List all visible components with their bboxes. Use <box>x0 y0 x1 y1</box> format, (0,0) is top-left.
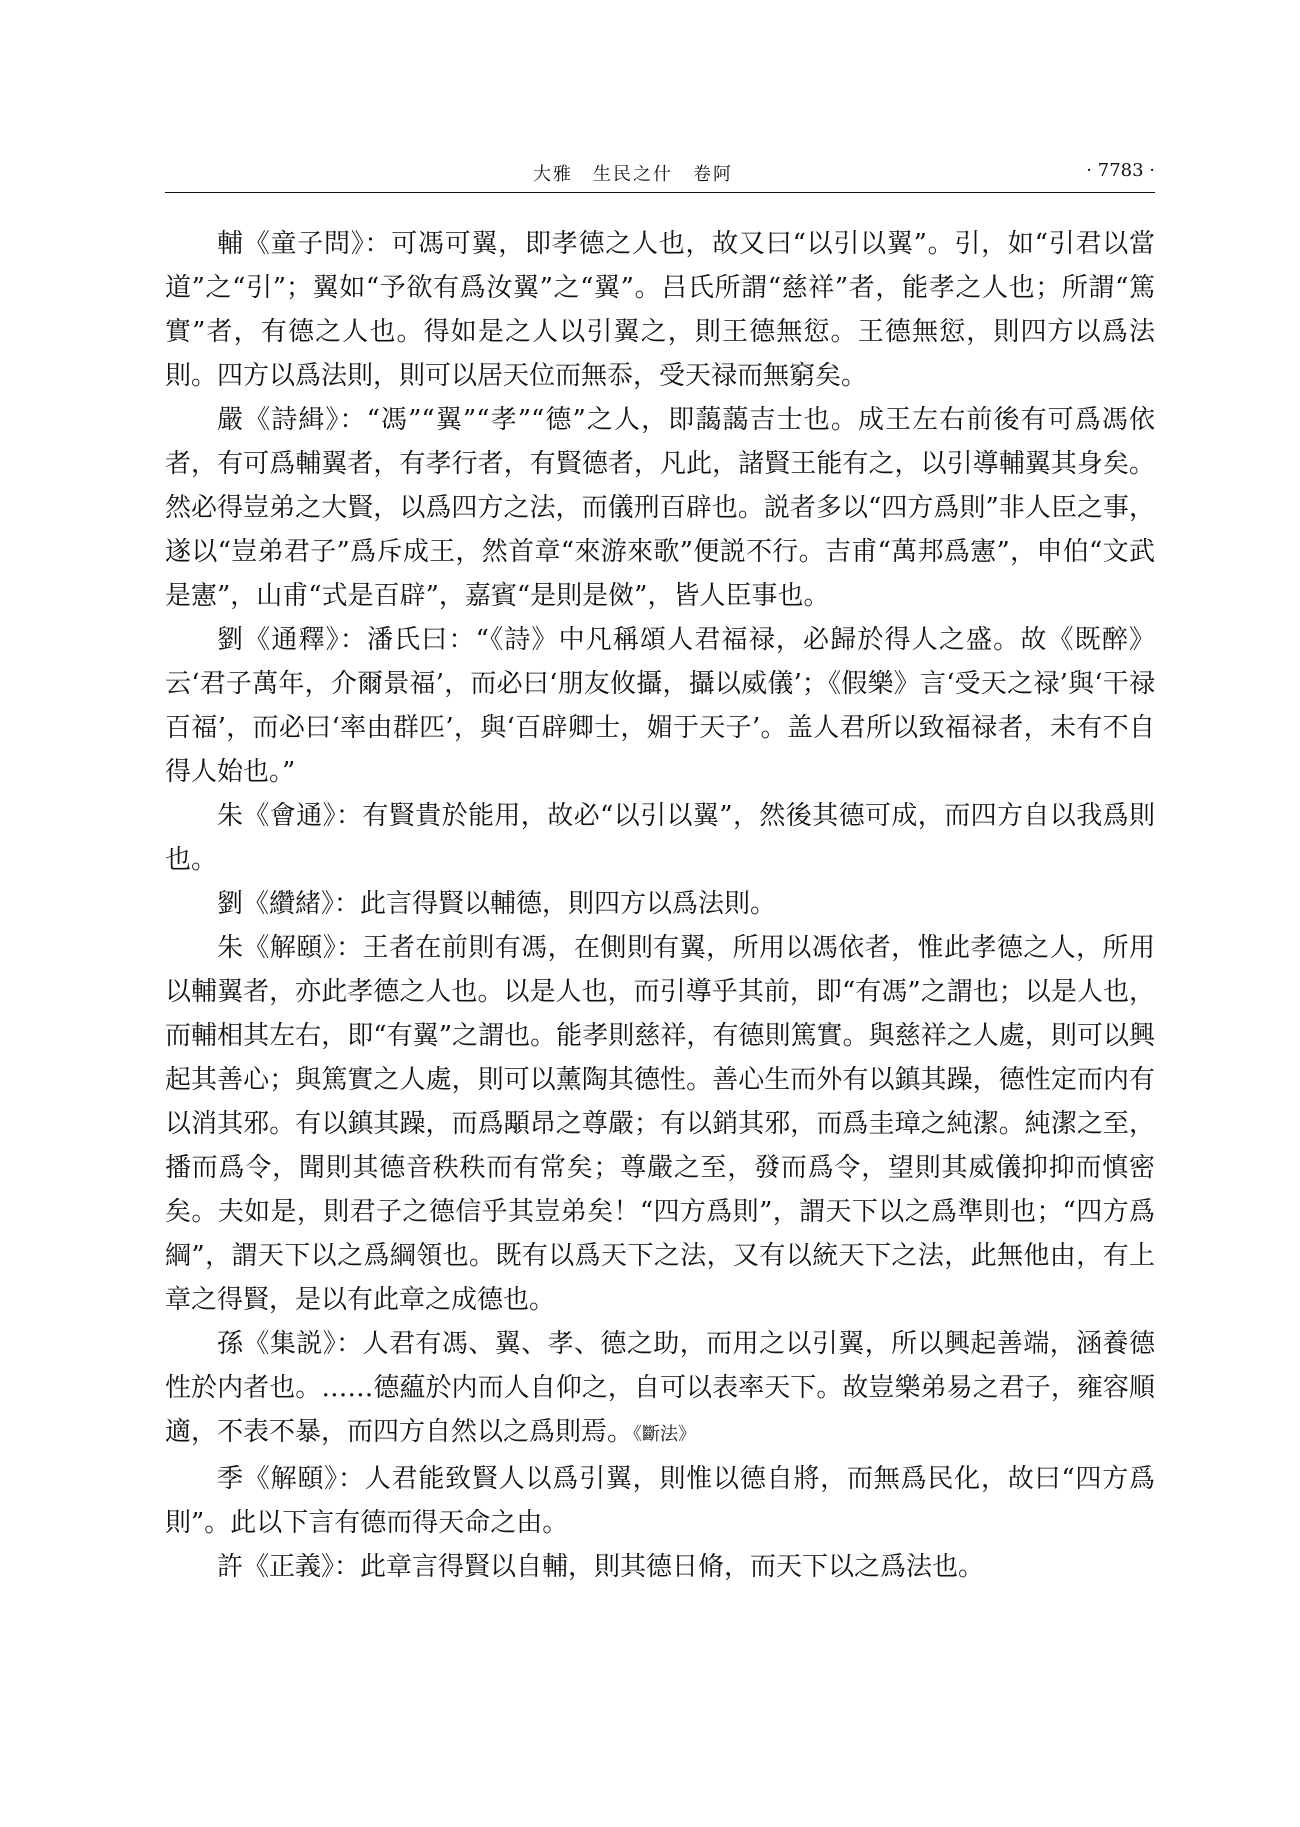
paragraph-text: 嚴《詩緝》：“馮”“翼”“孝”“德”之人，即藹藹吉士也。成王左右前後有可爲馮依者，有可爲輔翼者，有孝行者，有賢德者，凡此，諸賢王能有之，以引導輔翼其身矣。然必得豈弟之大賢，以爲四方之法，而儀刑百辟也。説者多以“四方爲則”非人臣之事，遂以“豈弟君子”爲斥成王，然首章“來游來歌”便説不行。吉甫“萬邦爲憲”，申伯“文武是憲”，山甫“式是百辟”，嘉賓“是則是傚”，皆人臣事也。 <box>165 405 1155 611</box>
running-head <box>165 160 1155 188</box>
paragraph-text: 輔《童子問》：可馮可翼，即孝德之人也，故又曰“以引以翼”。引，如“引君以當道”之“引”；翼如“予欲有爲汝翼”之“翼”。吕氏所謂“慈祥”者，能孝之人也；所謂“篤實”者，有德之人也。得如是之人以引翼之，則王德無愆。王德無愆，則四方以爲法則。四方以爲法則，則可以居天位而無忝，受天禄而無窮矣。 <box>165 229 1155 391</box>
page-number: · 7783 · <box>1086 160 1155 181</box>
commentary-paragraph-tong-shi <box>165 618 1155 794</box>
running-title: 大雅 生民之什 卷阿 <box>533 164 733 185</box>
commentary-paragraph-jie-yi-ji <box>165 1457 1155 1545</box>
paragraph-text: 劉《纘緒》：此言得賢以輔德，則四方以爲法則。 <box>217 889 777 919</box>
commentary-paragraph-shi-ji <box>165 398 1155 618</box>
header-rule <box>165 192 1155 193</box>
commentary-paragraph-jie-yi-zhu <box>165 926 1155 1322</box>
paragraph-text: 朱《會通》：有賢貴於能用，故必“以引以翼”，然後其德可成，而四方自以我爲則也。 <box>165 801 1155 875</box>
paragraph-text: 季《解頤》：人君能致賢人以爲引翼，則惟以德自將，而無爲民化，故曰“四方爲則”。此以下言有德而得天命之由。 <box>165 1464 1155 1538</box>
body-text <box>165 222 1155 1589</box>
paragraph-text: 朱《解頤》：王者在前則有馮，在側則有翼，所用以馮依者，惟此孝德之人，所用以輔翼者，亦此孝德之人也。以是人也，而引導乎其前，即“有馮”之謂也；以是人也，而輔相其左右，即“有翼”之謂也。能孝則慈祥，有德則篤實。與慈祥之人處，則可以興起其善心；與篤實之人處，則可以薰陶其德性。善心生而外有以鎮其躁，德性定而内有以消其邪。有以鎮其躁，而爲顒昂之尊嚴；有以銷其邪，而爲圭璋之純潔。純潔之至，播而爲令，聞則其德音秩秩而有常矣；尊嚴之至，發而爲令，望則其威儀抑抑而慎密矣。夫如是，則君子之德信乎其豈弟矣！“四方爲則”，謂天下以之爲準則也；“四方爲綱”，謂天下以之爲綱領也。既有以爲天下之法，又有以統天下之法，此無他由，有上章之得賢，是以有此章之成德也。 <box>165 933 1155 1315</box>
commentary-paragraph-hui-tong <box>165 794 1155 882</box>
commentary-paragraph-zheng-yi <box>165 1545 1155 1589</box>
source-citation: 《斷法》 <box>633 1424 697 1445</box>
commentary-paragraph-ji-shuo <box>165 1322 1155 1457</box>
paragraph-text: 孫《集説》：人君有馮、翼、孝、德之助，而用之以引翼，所以興起善端，涵養德性於内者也。……德藴於内而人自仰之，自可以表率天下。故豈樂弟易之君子，雍容順適，不表不暴，而四方自然以之爲則焉。 <box>165 1329 1155 1447</box>
commentary-paragraph-tong-zi-wen <box>165 222 1155 398</box>
commentary-paragraph-zuan-xu <box>165 882 1155 926</box>
paragraph-text: 許《正義》：此章言得賢以自輔，則其德日脩，而天下以之爲法也。 <box>217 1552 985 1582</box>
paragraph-text: 劉《通釋》：潘氏曰：“《詩》中凡稱頌人君福禄，必歸於得人之盛。故《既醉》云‘君子萬年，介爾景福’，而必曰‘朋友攸攝，攝以威儀’；《假樂》言‘受天之禄’與‘干禄百福’，而必曰‘率由群匹’，與‘百辟卿士，媚于天子’。盖人君所以致福禄者，未有不自得人始也。” <box>165 625 1155 787</box>
